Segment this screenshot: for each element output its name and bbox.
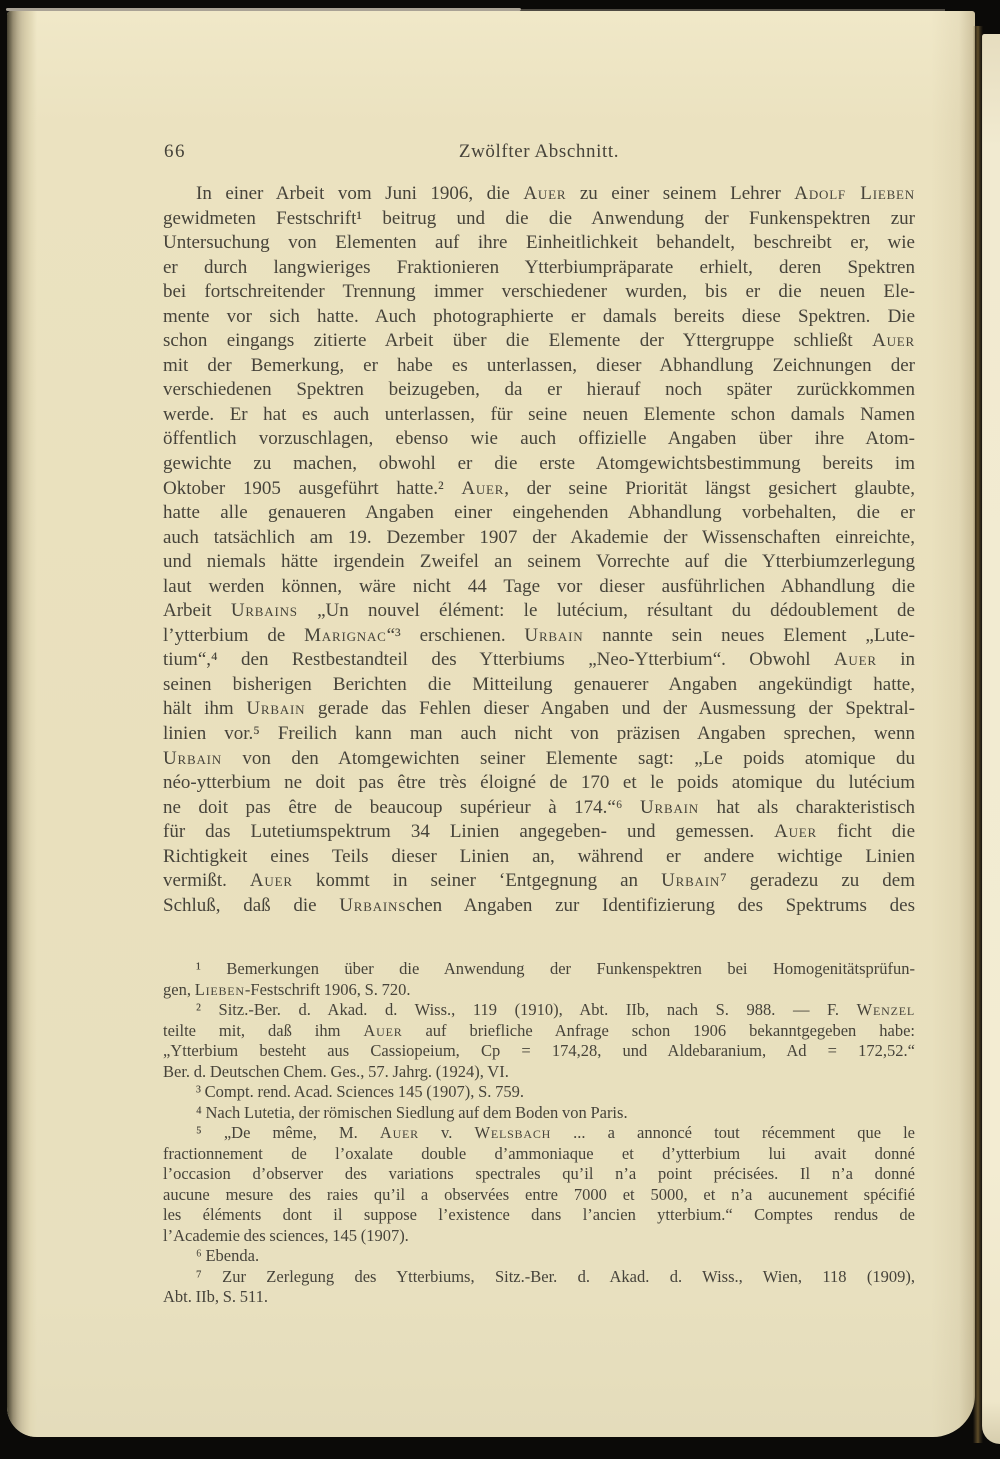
text-line: für das Lutetiumspektrum 34 Linien angegeben- und gemessen. Auer ficht die (163, 821, 915, 843)
text-line: tium“,⁴ den Restbestandteil des Ytterbiums „Neo-Ytterbium“. Obwohl Auer in (163, 649, 915, 671)
text-line: schon eingangs zitierte Arbeit über die Elemente der Yttergruppe schließt Auer (163, 330, 915, 352)
text-line: vermißt. Auer kommt in seiner ‘Entgegnung an Urbain⁷ geradezu zu dem (163, 870, 915, 892)
text-line: Arbeit Urbains „Un nouvel élément: le lutécium, résultant du dédoublement de (163, 600, 915, 622)
footnotes-block (163, 959, 915, 1308)
text-line: néo-ytterbium ne doit pas être très éloigné de 170 et le poids atomique du lutécium (163, 772, 915, 794)
text-line: Schluß, daß die Urbainschen Angaben zur Identifizierung des Spektrums des (163, 894, 915, 916)
page-header (163, 141, 915, 163)
text-line: auch tatsächlich am 19. Dezember 1907 der Akademie der Wissenschaften einreichte, (163, 526, 915, 548)
text-line: Urbain von den Atomgewichten seiner Elemente sagt: „Le poids atomique du (163, 747, 915, 769)
text-line: Richtigkeit eines Teils dieser Linien an, während er andere wichtige Linien (163, 845, 915, 867)
text-line: ⁴ Nach Lutetia, der römischen Siedlung auf dem Boden von Paris. (196, 1102, 628, 1122)
text-line: seinen bisherigen Berichten die Mitteilung genauerer Angaben angekündigt hatte, (163, 673, 915, 695)
text-line: Oktober 1905 ausgeführt hatte.² Auer, der seine Priorität längst gesichert glaubte, (163, 477, 915, 499)
text-line: gewidmeten Festschrift¹ beitrug und die die Anwendung der Funkenspektren zur (163, 207, 915, 229)
text-line: hält ihm Urbain gerade das Fehlen dieser Angaben und der Ausmessung der Spektral- (163, 698, 915, 720)
text-line: „Ytterbium besteht aus Cassiopeium, Cp = 174,28, und Aldebaranium, Ad = 172,52.“ (163, 1041, 915, 1060)
text-line: ⁶ Ebenda. (196, 1246, 260, 1265)
text-line: gen, Lieben-Festschrift 1906, S. 720. (163, 979, 411, 999)
text-line: l’ytterbium de Marignac“³ erschienen. Urbain nannte sein neues Element „Lute- (163, 624, 915, 646)
page-number: 66 (164, 141, 186, 162)
chapter-title: Zwölfter Abschnitt. (458, 141, 620, 162)
text-line: ² Sitz.-Ber. d. Akad. d. Wiss., 119 (1910), Abt. IIb, nach S. 988. — F. Wenzel (196, 1000, 915, 1019)
text-line: Ber. d. Deutschen Chem. Ges., 57. Jahrg. (1924), VI. (163, 1061, 509, 1081)
text-line: öffentlich vorzuschlagen, ebenso wie auch offizielle Angaben über ihre Atom- (163, 428, 915, 450)
text-line: ³ Compt. rend. Acad. Sciences 145 (1907), S. 759. (196, 1082, 525, 1101)
text-line: ⁷ Zur Zerlegung des Ytterbiums, Sitz.-Ber. d. Akad. d. Wiss., Wien, 118 (1909), (196, 1266, 915, 1286)
text-line: les éléments dont il suppose l’existence dans l’ancien ytterbium.“ Comptes rendus de (163, 1205, 915, 1224)
text-line: ⁵ „De même, M. Auer v. Welsbach ... a annoncé tout récemment que le (196, 1123, 915, 1142)
adjacent-page-edge (982, 34, 1000, 1444)
text-line: gewichte zu machen, obwohl er die erste Atomgewichtsbestimmung bereits im (163, 453, 915, 475)
text-line: ne doit pas être de beaucoup supérieur à 174.“⁶ Urbain hat als charakteristisch (163, 796, 915, 818)
body-paragraph (163, 182, 915, 918)
text-line: werde. Er hat es auch unterlassen, für seine neuen Elemente schon damals Namen (163, 403, 915, 425)
text-line: mit der Bemerkung, er habe es unterlassen, dieser Abhandlung Zeichnungen der (163, 354, 915, 376)
text-line: bei fortschreitender Trennung immer verschiedener wurden, bis er die neuen Ele- (163, 281, 915, 303)
text-line: Abt. IIb, S. 511. (163, 1287, 268, 1306)
text-line: l’Academie des sciences, 145 (1907). (163, 1225, 409, 1245)
text-line: l’occasion d’observer des variations spectrales qu’il n’a point précisées. Il n’a donné (163, 1164, 915, 1183)
text-line: hatte alle genaueren Angaben einer eingehenden Abhandlung vorbehalten, die er (163, 502, 915, 524)
text-line: fractionnement de l’oxalate double d’ammoniaque et d’ytterbium lui avait donné (163, 1143, 915, 1163)
book-page (7, 11, 975, 1437)
text-line: teilte mit, daß ihm Auer auf briefliche Anfrage schon 1906 bekanntgegeben habe: (163, 1020, 915, 1040)
text-line: verschiedenen Spektren beizugeben, da er hierauf noch später zurückkommen (163, 379, 915, 401)
text-line: ¹ Bemerkungen über die Anwendung der Funkenspektren bei Homogenitätsprüfun- (196, 959, 915, 978)
text-line: laut werden können, wäre nicht 44 Tage vor dieser ausführlichen Abhandlung die (163, 575, 915, 597)
binding-gutter-shadow (973, 26, 983, 1443)
text-line: er durch langwieriges Fraktionieren Ytterbiumpräparate erhielt, deren Spektren (163, 256, 915, 278)
text-line: aucune mesure des raies qu’il a observées entre 7000 et 5000, et n’a aucunement spécifié (163, 1184, 915, 1204)
text-line: linien vor.⁵ Freilich kann man auch nicht von präzisen Angaben sprechen, wenn (163, 723, 915, 745)
text-line: und niemals hätte irgendein Zweifel an seinem Vorrechte auf die Ytterbiumzerlegung (163, 551, 915, 573)
text-line: mente vor sich hatte. Auch photographierte er damals bereits diese Spektren. Die (163, 305, 915, 327)
text-line: Untersuchung von Elementen auf ihre Einheitlichkeit behandelt, beschreibt er, wie (163, 232, 915, 254)
text-line: In einer Arbeit vom Juni 1906, die Auer zu einer seinem Lehrer Adolf Lieben (196, 183, 915, 204)
